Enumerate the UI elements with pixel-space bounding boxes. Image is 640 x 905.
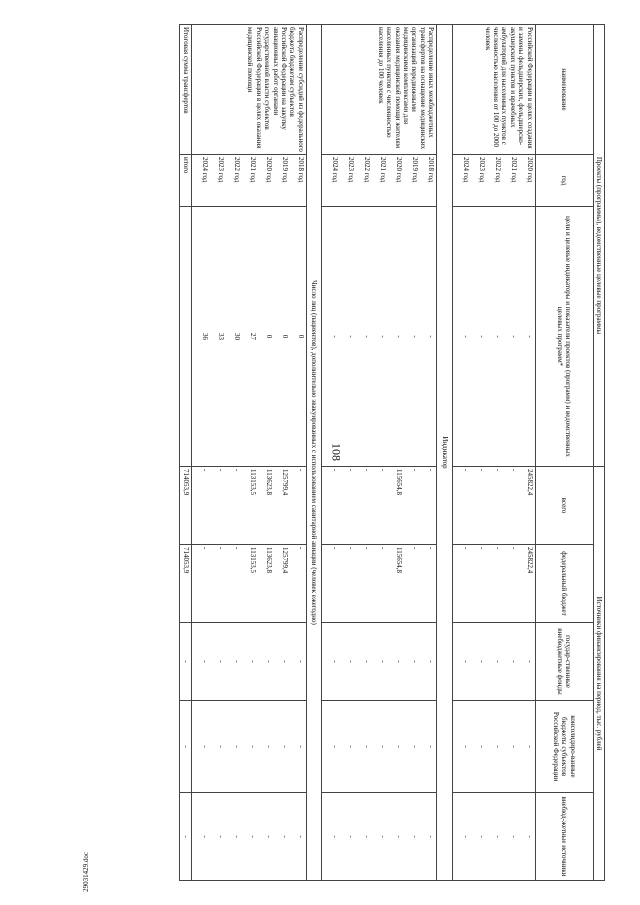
dash-value: - bbox=[347, 835, 356, 838]
total-row-year: итого bbox=[180, 155, 191, 207]
header-year: год bbox=[535, 155, 593, 207]
goal-value: - bbox=[509, 335, 518, 338]
dash-value: - bbox=[411, 660, 420, 663]
dash-value: - bbox=[248, 835, 257, 838]
dash-value: - bbox=[200, 745, 209, 748]
header-projects: Проекты (программы), ведомственные целевые программы bbox=[593, 25, 604, 467]
goal-value: 0 bbox=[280, 334, 289, 339]
dash-value: - bbox=[248, 660, 257, 663]
header-total: всего bbox=[535, 467, 593, 545]
dash-value: - bbox=[411, 835, 420, 838]
dash-value: - bbox=[200, 660, 209, 663]
dash-value: - bbox=[525, 660, 534, 663]
total-value: - bbox=[411, 469, 420, 472]
dash-value: - bbox=[264, 745, 273, 748]
page-number: 108 bbox=[329, 443, 344, 461]
year-value: 2021 год bbox=[379, 157, 388, 183]
goal-value: 0 bbox=[264, 334, 273, 339]
dash-value: - bbox=[296, 835, 305, 838]
year-value: 2022 год bbox=[493, 157, 502, 183]
extra-cell bbox=[191, 793, 306, 881]
federal-value: - bbox=[461, 547, 470, 550]
total-row-total: 714053,9 bbox=[180, 467, 191, 545]
indicator-label: Индикатор bbox=[437, 25, 452, 881]
goal-value: 33 bbox=[216, 333, 225, 340]
indicator-label: Число лиц (пациентов), дополнительно эвакуированных с использованием санитарной авиации (человек ежегодно) bbox=[306, 25, 321, 881]
total-row-state-funds: - bbox=[180, 623, 191, 701]
year-value: 2018 год bbox=[427, 157, 436, 183]
total-cell bbox=[322, 467, 437, 545]
dash-value: - bbox=[200, 835, 209, 838]
total-value: - bbox=[493, 469, 502, 472]
federal-cell bbox=[322, 545, 437, 623]
total-row-name: Итоговая сумма трансфертов bbox=[180, 25, 191, 155]
section-row bbox=[191, 25, 306, 881]
years-cell bbox=[322, 155, 437, 207]
federal-value: 113623,8 bbox=[264, 547, 273, 574]
section-name: Распределение субсидий из федерального бюджета бюджетам субъектов Российской Федерации на закупку авиационных работ органами государственной власти субъектов Российской Федерации в целях оказания медицинской помощи bbox=[191, 25, 306, 155]
year-value: 2021 год bbox=[509, 157, 518, 183]
header-federal: федеральный бюджет bbox=[535, 545, 593, 623]
section-row bbox=[322, 25, 437, 881]
federal-value: - bbox=[477, 547, 486, 550]
total-row bbox=[180, 25, 191, 881]
total-value: - bbox=[347, 469, 356, 472]
total-value: - bbox=[427, 469, 436, 472]
year-value: 2024 год bbox=[461, 157, 470, 183]
federal-value: - bbox=[509, 547, 518, 550]
dash-value: - bbox=[248, 745, 257, 748]
rotated-table-sheet bbox=[35, 24, 605, 880]
dash-value: - bbox=[427, 660, 436, 663]
state-funds-cell bbox=[322, 623, 437, 701]
dash-value: - bbox=[296, 745, 305, 748]
section-name: Российской Федерации в целях создания и замены фельдшерских, фельдшерско-акушерских пунктов и врачебных амбулаторий для населенных пунктов с численностью населения от 100 до 2000 человек bbox=[452, 25, 535, 155]
financing-table bbox=[179, 24, 605, 881]
goal-value: - bbox=[331, 335, 340, 338]
dash-value: - bbox=[331, 745, 340, 748]
dash-value: - bbox=[461, 835, 470, 838]
dash-value: - bbox=[363, 745, 372, 748]
goal-value: - bbox=[347, 335, 356, 338]
dash-value: - bbox=[427, 745, 436, 748]
federal-value: 245822,4 bbox=[525, 547, 534, 574]
dash-value: - bbox=[379, 660, 388, 663]
dash-value: - bbox=[525, 835, 534, 838]
goal-value: 30 bbox=[232, 333, 241, 340]
dash-value: - bbox=[264, 660, 273, 663]
dash-value: - bbox=[493, 835, 502, 838]
federal-value: 125799,4 bbox=[280, 547, 289, 574]
total-value: 113623,8 bbox=[264, 469, 273, 496]
dash-value: - bbox=[509, 660, 518, 663]
goal-value: - bbox=[363, 335, 372, 338]
dash-value: - bbox=[477, 745, 486, 748]
header-extra: внебюд-жетные источники bbox=[535, 793, 593, 881]
dash-value: - bbox=[216, 660, 225, 663]
year-value: 2024 год bbox=[200, 157, 209, 183]
total-cell bbox=[452, 467, 535, 545]
dash-value: - bbox=[232, 745, 241, 748]
indicator-row bbox=[306, 25, 321, 881]
dash-value: - bbox=[461, 660, 470, 663]
goals-cell bbox=[452, 207, 535, 467]
consolidated-cell bbox=[191, 701, 306, 793]
consolidated-cell bbox=[322, 701, 437, 793]
goal-value: - bbox=[493, 335, 502, 338]
goal-value: - bbox=[379, 335, 388, 338]
federal-value: - bbox=[411, 547, 420, 550]
year-value: 2022 год bbox=[363, 157, 372, 183]
dash-value: - bbox=[363, 660, 372, 663]
federal-value: - bbox=[379, 547, 388, 550]
goal-value: - bbox=[411, 335, 420, 338]
dash-value: - bbox=[493, 745, 502, 748]
state-funds-cell bbox=[191, 623, 306, 701]
year-value: 2019 год bbox=[411, 157, 420, 183]
year-value: 2021 год bbox=[248, 157, 257, 183]
year-value: 2022 год bbox=[232, 157, 241, 183]
year-value: 2020 год bbox=[395, 157, 404, 183]
years-cell bbox=[191, 155, 306, 207]
goal-value: - bbox=[461, 335, 470, 338]
dash-value: - bbox=[379, 835, 388, 838]
dash-value: - bbox=[427, 835, 436, 838]
dash-value: - bbox=[331, 835, 340, 838]
federal-value: - bbox=[216, 547, 225, 550]
total-value: - bbox=[232, 469, 241, 472]
total-value: 115654,8 bbox=[395, 469, 404, 496]
dash-value: - bbox=[280, 745, 289, 748]
total-cell bbox=[191, 467, 306, 545]
federal-value: - bbox=[363, 547, 372, 550]
dash-value: - bbox=[264, 835, 273, 838]
total-value: - bbox=[216, 469, 225, 472]
dash-value: - bbox=[411, 745, 420, 748]
dash-value: - bbox=[395, 745, 404, 748]
year-value: 2023 год bbox=[347, 157, 356, 183]
dash-value: - bbox=[296, 660, 305, 663]
dash-value: - bbox=[216, 745, 225, 748]
consolidated-cell bbox=[452, 701, 535, 793]
dash-value: - bbox=[363, 835, 372, 838]
dash-value: - bbox=[347, 660, 356, 663]
header-name: наименование bbox=[535, 25, 593, 155]
year-value: 2019 год bbox=[280, 157, 289, 183]
year-value: 2024 год bbox=[331, 157, 340, 183]
year-value: 2020 год bbox=[264, 157, 273, 183]
years-cell bbox=[452, 155, 535, 207]
goal-value: - bbox=[477, 335, 486, 338]
dash-value: - bbox=[461, 745, 470, 748]
total-value: - bbox=[379, 469, 388, 472]
federal-value: - bbox=[347, 547, 356, 550]
goal-value: - bbox=[525, 335, 534, 338]
total-row-consolidated: - bbox=[180, 701, 191, 793]
total-value: - bbox=[296, 469, 305, 472]
year-value: 2023 год bbox=[477, 157, 486, 183]
year-value: 2018 год bbox=[296, 157, 305, 183]
year-value: 2020 год bbox=[525, 157, 534, 183]
state-funds-cell bbox=[452, 623, 535, 701]
goal-value: - bbox=[427, 335, 436, 338]
federal-value: - bbox=[427, 547, 436, 550]
total-row-federal: 714053,9 bbox=[180, 545, 191, 623]
total-value: 245822,4 bbox=[525, 469, 534, 496]
goals-cell bbox=[322, 207, 437, 467]
dash-value: - bbox=[216, 835, 225, 838]
section-row bbox=[452, 25, 535, 881]
header-sources: Источники финансирования на период, тыс. рублей bbox=[593, 467, 604, 881]
indicator-row bbox=[437, 25, 452, 881]
header-state-funds: государ-ственные внебюджетные фонды bbox=[535, 623, 593, 701]
dash-value: - bbox=[477, 660, 486, 663]
federal-value: - bbox=[200, 547, 209, 550]
total-value: - bbox=[331, 469, 340, 472]
dash-value: - bbox=[331, 660, 340, 663]
total-value: - bbox=[509, 469, 518, 472]
total-row-extra: - bbox=[180, 793, 191, 881]
dash-value: - bbox=[509, 835, 518, 838]
total-value: - bbox=[461, 469, 470, 472]
dash-value: - bbox=[347, 745, 356, 748]
dash-value: - bbox=[477, 835, 486, 838]
goal-value: - bbox=[395, 335, 404, 338]
federal-cell bbox=[452, 545, 535, 623]
dash-value: - bbox=[395, 660, 404, 663]
total-value: 113153,5 bbox=[248, 469, 257, 496]
goal-value: 36 bbox=[200, 333, 209, 340]
federal-value: - bbox=[296, 547, 305, 550]
dash-value: - bbox=[280, 835, 289, 838]
total-value: - bbox=[477, 469, 486, 472]
header-consolidated: консолидиро-ванные бюджеты субъектов Российской Федерации bbox=[535, 701, 593, 793]
federal-value: 115654,8 bbox=[395, 547, 404, 574]
total-value: 125799,4 bbox=[280, 469, 289, 496]
federal-cell bbox=[191, 545, 306, 623]
total-value: - bbox=[363, 469, 372, 472]
goal-value: 27 bbox=[248, 333, 257, 340]
dash-value: - bbox=[395, 835, 404, 838]
goal-value: 0 bbox=[296, 334, 305, 339]
header-goals: цели и целевые индикаторы и показатели проектов (программ) и ведомственных целевых программ* bbox=[535, 207, 593, 467]
dash-value: - bbox=[280, 660, 289, 663]
dash-value: - bbox=[493, 660, 502, 663]
dash-value: - bbox=[232, 835, 241, 838]
dash-value: - bbox=[525, 745, 534, 748]
year-value: 2023 год bbox=[216, 157, 225, 183]
extra-cell bbox=[322, 793, 437, 881]
federal-value: - bbox=[493, 547, 502, 550]
total-value: - bbox=[200, 469, 209, 472]
section-name: Распределение иных межбюджетных трансфертов на оснащение медицинских организаций передвижными медицинскими комплексами для оказания медицинской помощи жителям населенных пунктов с численностью населения до 100 человек bbox=[322, 25, 437, 155]
goals-cell bbox=[191, 207, 306, 467]
dash-value: - bbox=[509, 745, 518, 748]
federal-value: - bbox=[331, 547, 340, 550]
federal-value: 113153,5 bbox=[248, 547, 257, 574]
federal-value: - bbox=[232, 547, 241, 550]
extra-cell bbox=[452, 793, 535, 881]
total-row-goal bbox=[180, 207, 191, 467]
dash-value: - bbox=[232, 660, 241, 663]
dash-value: - bbox=[379, 745, 388, 748]
footer-filename: 29031429.doc bbox=[82, 852, 90, 892]
